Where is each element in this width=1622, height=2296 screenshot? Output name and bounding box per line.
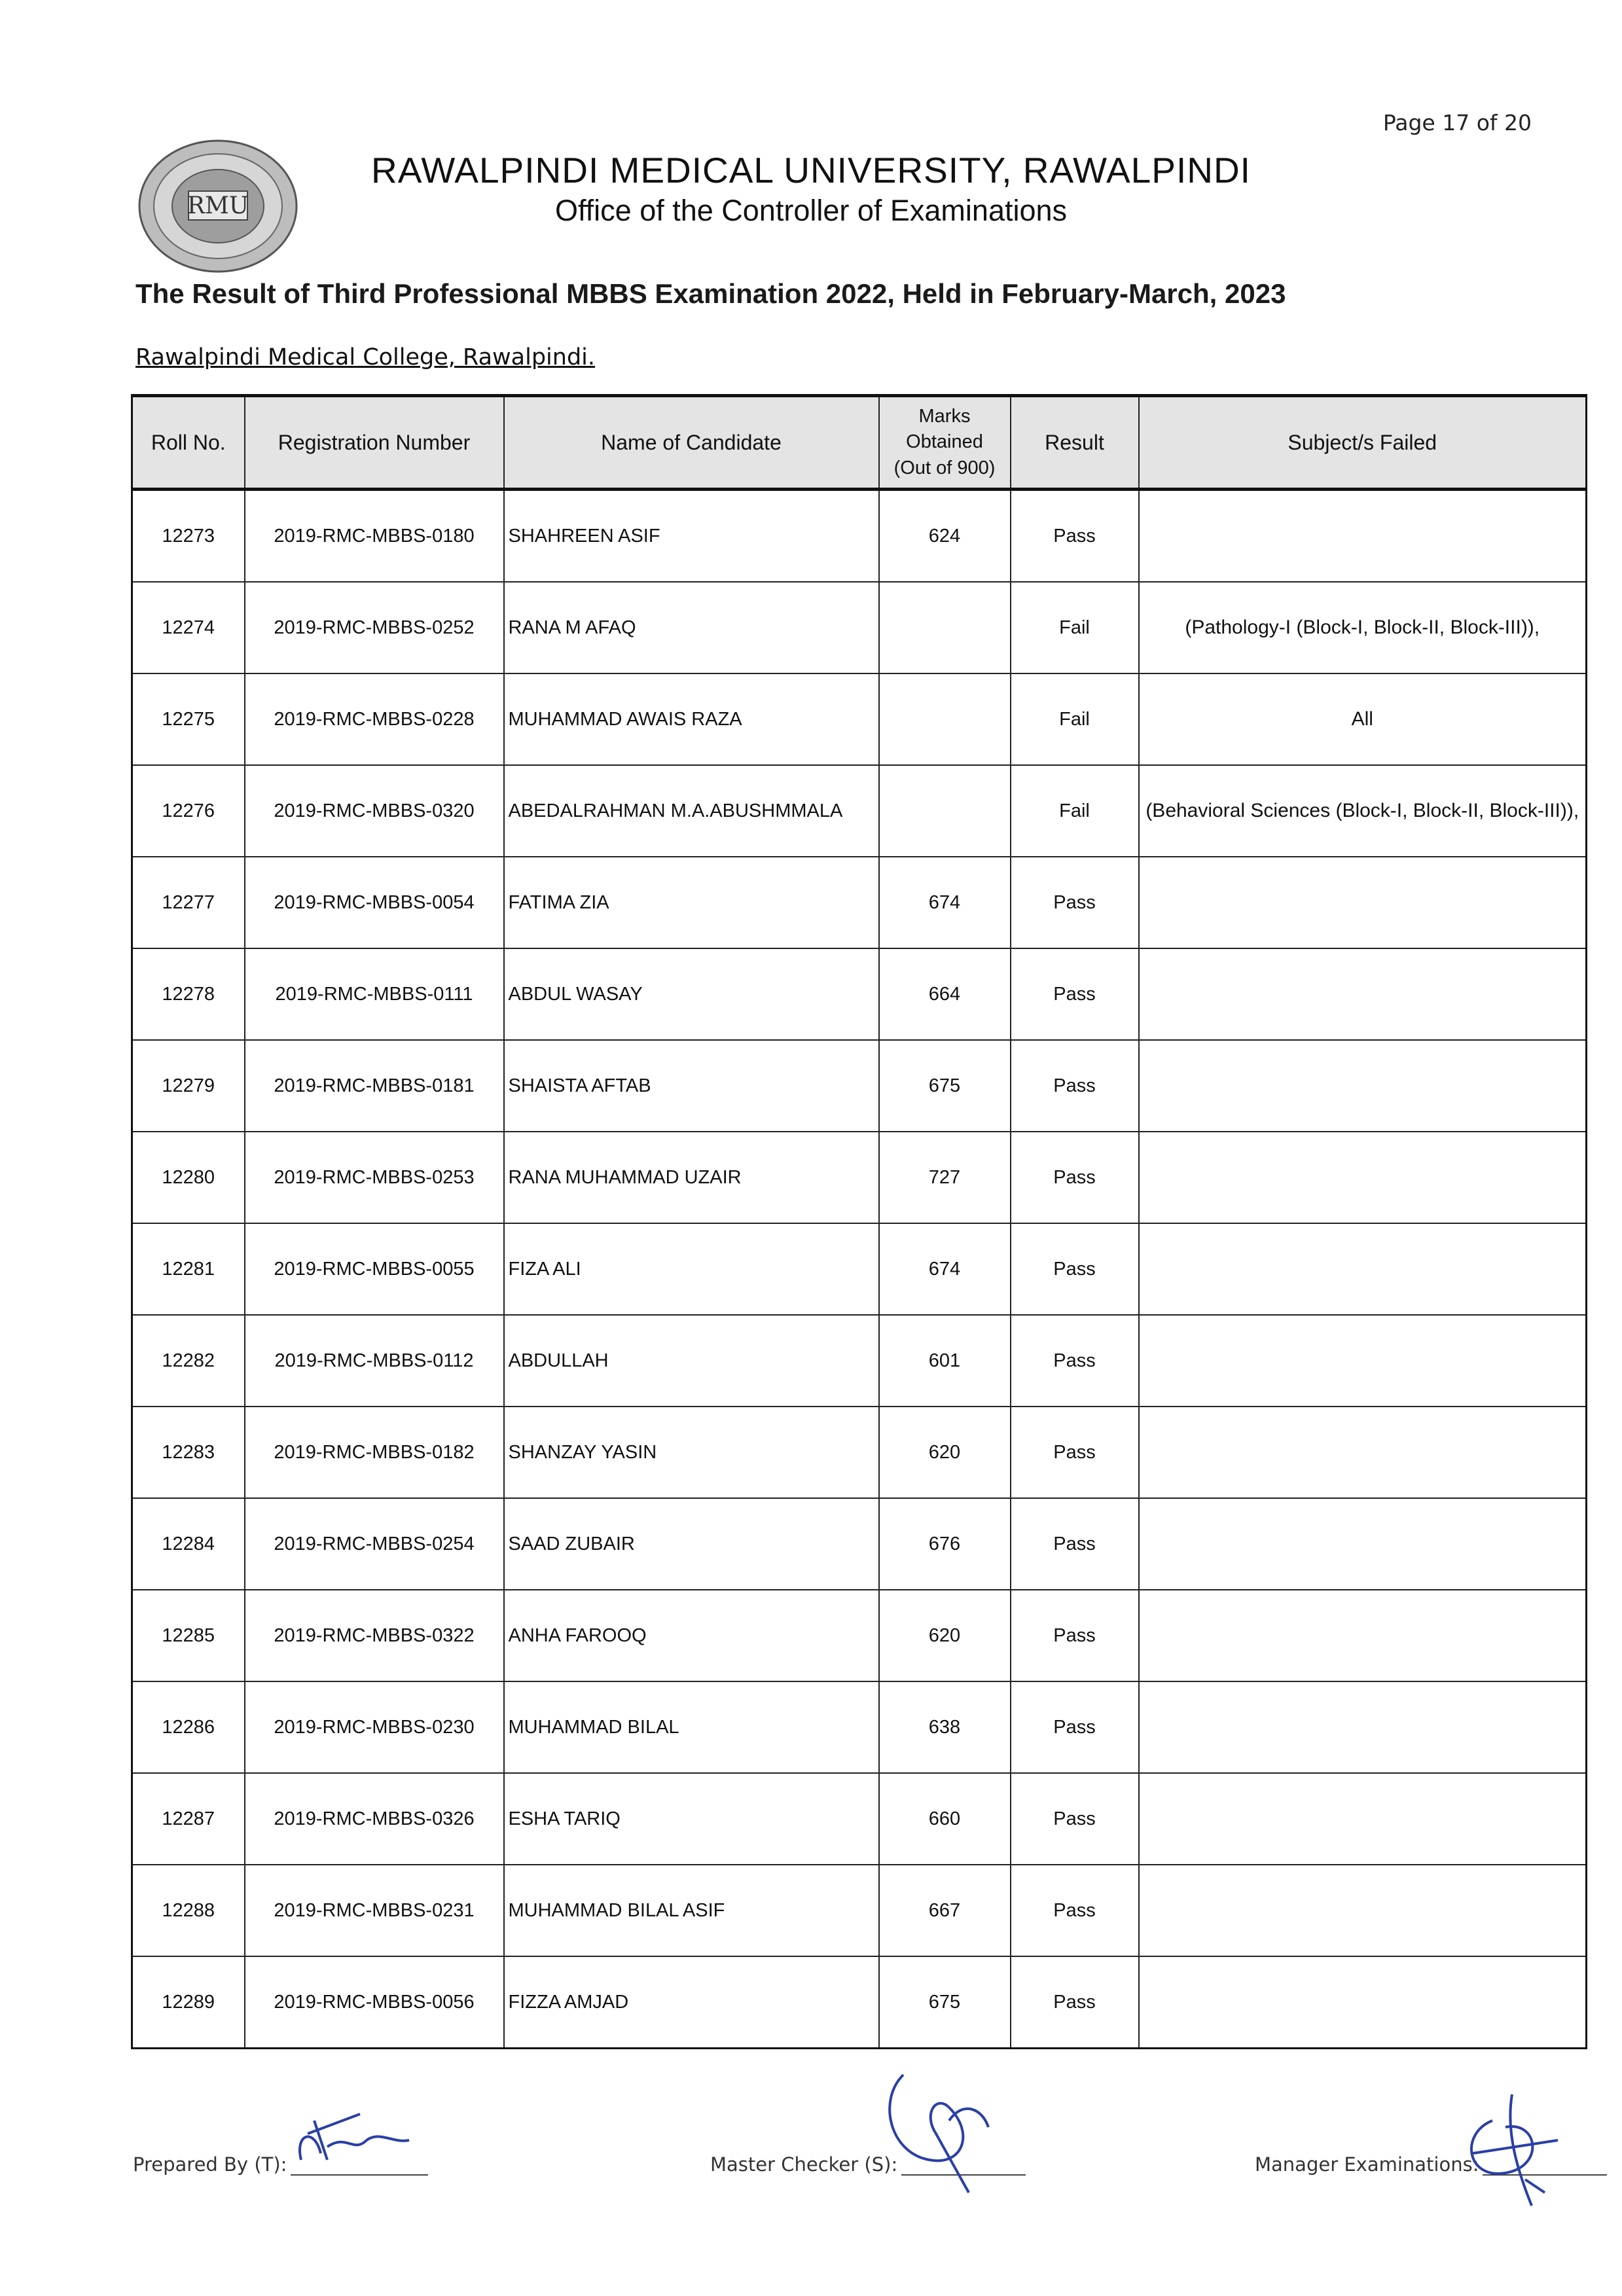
table-row (132, 1132, 1587, 1223)
result-cell: Pass (1011, 1040, 1139, 1132)
subjects-failed-cell (1139, 1498, 1587, 1590)
candidate-name-cell: ABDUL WASAY (504, 948, 879, 1040)
marks-header-line-2: Obtained (906, 431, 983, 453)
subjects-failed-cell (1139, 1132, 1587, 1223)
subjects-failed-cell: (Pathology-I (Block-I, Block-II, Block-III)), (1139, 582, 1587, 673)
result-cell: Pass (1011, 1590, 1139, 1681)
column-header-result: Result (1011, 396, 1139, 490)
table-row (132, 490, 1587, 583)
marks-cell: 638 (879, 1681, 1011, 1773)
marks-cell (879, 765, 1011, 857)
page-number: Page 17 of 20 (1382, 110, 1532, 135)
roll-no-cell: 12283 (132, 1407, 245, 1498)
candidate-name-cell: ABEDALRAHMAN M.A.ABUSHMMALA (504, 765, 879, 857)
registration-cell: 2019-RMC-MBBS-0056 (245, 1956, 504, 2049)
table-row (132, 1773, 1587, 1865)
registration-cell: 2019-RMC-MBBS-0254 (245, 1498, 504, 1590)
table-row (132, 1865, 1587, 1956)
candidate-name-cell: RANA M AFAQ (504, 582, 879, 673)
result-cell: Pass (1011, 1681, 1139, 1773)
office-subtitle: Office of the Controller of Examinations (554, 194, 1068, 227)
table-row (132, 1407, 1587, 1498)
candidate-name-cell: SAAD ZUBAIR (504, 1498, 879, 1590)
result-cell: Pass (1011, 948, 1139, 1040)
result-cell: Pass (1011, 1315, 1139, 1407)
table-row (132, 1681, 1587, 1773)
registration-cell: 2019-RMC-MBBS-0112 (245, 1315, 504, 1407)
roll-no-cell: 12276 (132, 765, 245, 857)
result-cell: Fail (1011, 765, 1139, 857)
marks-header-line-3: (Out of 900) (893, 457, 996, 478)
result-cell: Pass (1011, 1223, 1139, 1315)
subjects-failed-cell (1139, 1681, 1587, 1773)
registration-cell: 2019-RMC-MBBS-0111 (245, 948, 504, 1040)
subjects-failed-cell (1139, 948, 1587, 1040)
roll-no-cell: 12275 (132, 673, 245, 765)
results-table (131, 394, 1587, 2049)
table-row (132, 765, 1587, 857)
result-cell: Pass (1011, 490, 1139, 583)
table-row (132, 948, 1587, 1040)
roll-no-cell: 12287 (132, 1773, 245, 1865)
candidate-name-cell: RANA MUHAMMAD UZAIR (504, 1132, 879, 1223)
marks-cell: 676 (879, 1498, 1011, 1590)
marks-cell (879, 673, 1011, 765)
table-row (132, 673, 1587, 765)
university-title: RAWALPINDI MEDICAL UNIVERSITY, RAWALPINDI (371, 150, 1251, 190)
roll-no-cell: 12273 (132, 490, 245, 583)
manager-examinations-label: Manager Examinations: (1255, 2153, 1479, 2176)
subjects-failed-cell (1139, 1315, 1587, 1407)
candidate-name-cell: MUHAMMAD BILAL ASIF (504, 1865, 879, 1956)
prepared-by-label: Prepared By (T): (133, 2153, 287, 2176)
marks-cell: 624 (879, 490, 1011, 583)
roll-no-cell: 12281 (132, 1223, 245, 1315)
roll-no-cell: 12274 (132, 582, 245, 673)
registration-cell: 2019-RMC-MBBS-0228 (245, 673, 504, 765)
table-row (132, 1315, 1587, 1407)
result-cell: Pass (1011, 857, 1139, 948)
roll-no-cell: 12280 (132, 1132, 245, 1223)
candidate-name-cell: MUHAMMAD BILAL (504, 1681, 879, 1773)
marks-cell (879, 582, 1011, 673)
result-cell: Pass (1011, 1132, 1139, 1223)
registration-cell: 2019-RMC-MBBS-0322 (245, 1590, 504, 1681)
registration-cell: 2019-RMC-MBBS-0181 (245, 1040, 504, 1132)
subjects-failed-cell: All (1139, 673, 1587, 765)
marks-cell: 620 (879, 1407, 1011, 1498)
registration-cell: 2019-RMC-MBBS-0252 (245, 582, 504, 673)
candidate-name-cell: SHAISTA AFTAB (504, 1040, 879, 1132)
roll-no-cell: 12286 (132, 1681, 245, 1773)
result-cell: Fail (1011, 673, 1139, 765)
result-cell: Pass (1011, 1498, 1139, 1590)
registration-cell: 2019-RMC-MBBS-0180 (245, 490, 504, 583)
subjects-failed-cell (1139, 490, 1587, 583)
registration-cell: 2019-RMC-MBBS-0182 (245, 1407, 504, 1498)
candidate-name-cell: MUHAMMAD AWAIS RAZA (504, 673, 879, 765)
table-header-row (132, 396, 1587, 490)
registration-cell: 2019-RMC-MBBS-0230 (245, 1681, 504, 1773)
subjects-failed-cell (1139, 1956, 1587, 2049)
result-cell: Pass (1011, 1865, 1139, 1956)
marks-cell: 727 (879, 1132, 1011, 1223)
candidate-name-cell: SHANZAY YASIN (504, 1407, 879, 1498)
college-name: Rawalpindi Medical College, Rawalpindi. (135, 344, 596, 370)
candidate-name-cell: SHAHREEN ASIF (504, 490, 879, 583)
master-checker-signature (877, 2062, 1008, 2212)
candidate-name-cell: ANHA FAROOQ (504, 1590, 879, 1681)
marks-cell: 674 (879, 1223, 1011, 1315)
table-row (132, 1040, 1587, 1132)
prepared-by-signature (288, 2094, 419, 2173)
manager-examinations-signature (1453, 2081, 1571, 2212)
table-row (132, 1498, 1587, 1590)
table-row (132, 1590, 1587, 1681)
registration-cell: 2019-RMC-MBBS-0231 (245, 1865, 504, 1956)
subjects-failed-cell (1139, 857, 1587, 948)
roll-no-cell: 12284 (132, 1498, 245, 1590)
candidate-name-cell: FATIMA ZIA (504, 857, 879, 948)
subjects-failed-cell (1139, 1590, 1587, 1681)
table-row (132, 1956, 1587, 2049)
registration-cell: 2019-RMC-MBBS-0054 (245, 857, 504, 948)
marks-cell: 667 (879, 1865, 1011, 1956)
subjects-failed-cell: (Behavioral Sciences (Block-I, Block-II, Block-III)), (1139, 765, 1587, 857)
subjects-failed-cell (1139, 1865, 1587, 1956)
candidate-name-cell: ABDULLAH (504, 1315, 879, 1407)
result-cell: Fail (1011, 582, 1139, 673)
svg-text:RMU: RMU (187, 192, 249, 219)
marks-cell: 664 (879, 948, 1011, 1040)
result-cell: Pass (1011, 1773, 1139, 1865)
roll-no-cell: 12282 (132, 1315, 245, 1407)
roll-no-cell: 12289 (132, 1956, 245, 2049)
roll-no-cell: 12279 (132, 1040, 245, 1132)
registration-cell: 2019-RMC-MBBS-0326 (245, 1773, 504, 1865)
subjects-failed-cell (1139, 1223, 1587, 1315)
result-cell: Pass (1011, 1956, 1139, 2049)
column-header-roll-no: Roll No. (132, 396, 245, 490)
column-header-marks (879, 396, 1011, 490)
column-header-registration: Registration Number (245, 396, 504, 490)
marks-cell: 675 (879, 1956, 1011, 2049)
roll-no-cell: 12288 (132, 1865, 245, 1956)
registration-cell: 2019-RMC-MBBS-0320 (245, 765, 504, 857)
master-checker-label: Master Checker (S): (710, 2153, 898, 2176)
column-header-subjects-failed: Subject/s Failed (1139, 396, 1587, 490)
prepared-by-line (291, 2174, 428, 2176)
marks-cell: 620 (879, 1590, 1011, 1681)
roll-no-cell: 12278 (132, 948, 245, 1040)
registration-cell: 2019-RMC-MBBS-0253 (245, 1132, 504, 1223)
registration-cell: 2019-RMC-MBBS-0055 (245, 1223, 504, 1315)
marks-cell: 674 (879, 857, 1011, 948)
candidate-name-cell: ESHA TARIQ (504, 1773, 879, 1865)
result-cell: Pass (1011, 1407, 1139, 1498)
marks-cell: 601 (879, 1315, 1011, 1407)
table-row (132, 857, 1587, 948)
marks-cell: 675 (879, 1040, 1011, 1132)
roll-no-cell: 12285 (132, 1590, 245, 1681)
candidate-name-cell: FIZA ALI (504, 1223, 879, 1315)
table-row (132, 582, 1587, 673)
subjects-failed-cell (1139, 1407, 1587, 1498)
subjects-failed-cell (1139, 1040, 1587, 1132)
roll-no-cell: 12277 (132, 857, 245, 948)
marks-header-line-1: Marks (918, 406, 971, 427)
column-header-name: Name of Candidate (504, 396, 879, 490)
candidate-name-cell: FIZZA AMJAD (504, 1956, 879, 2049)
exam-title: The Result of Third Professional MBBS Examination 2022, Held in February-March, 2023 (135, 278, 1286, 309)
table-row (132, 1223, 1587, 1315)
subjects-failed-cell (1139, 1773, 1587, 1865)
marks-cell: 660 (879, 1773, 1011, 1865)
